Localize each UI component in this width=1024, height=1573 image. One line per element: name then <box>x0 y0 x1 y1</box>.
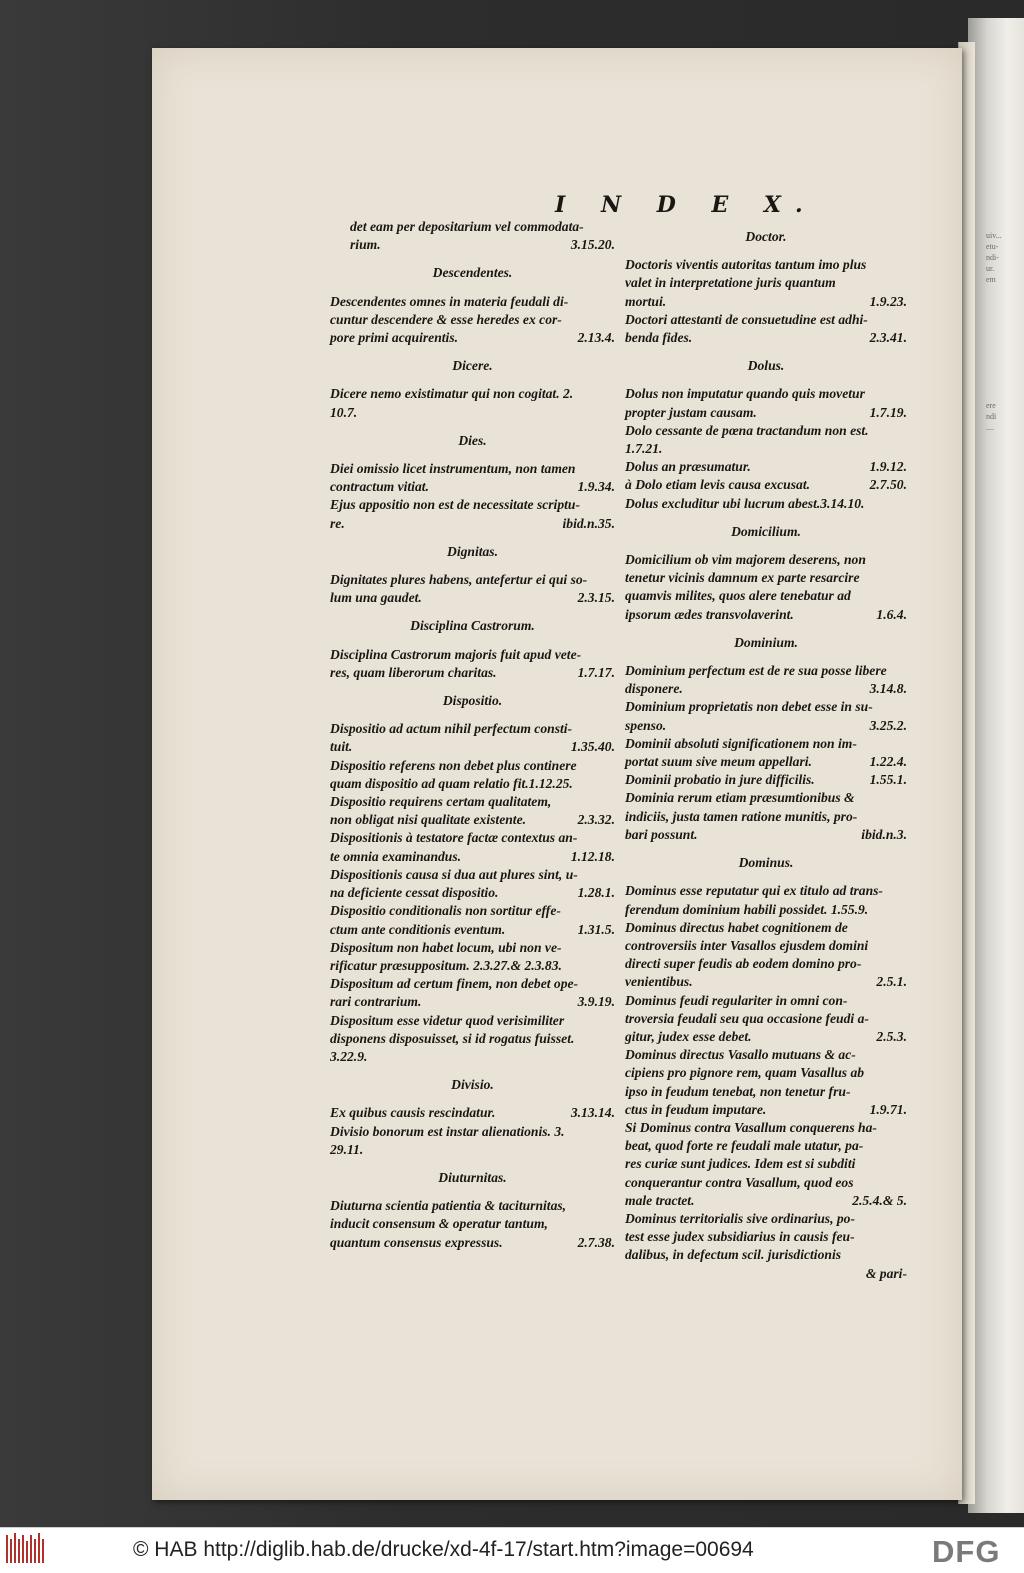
entry-line <box>625 606 907 624</box>
adjacent-page-text: ere ndi .... <box>986 401 997 432</box>
index-subentry <box>625 698 907 734</box>
entry-line-text: lum una gaudet. <box>330 590 422 606</box>
entry-line-text: à Dolo etiam levis causa excusat. <box>625 477 811 493</box>
index-entry <box>330 385 615 421</box>
entry-reference: 2.3.41. <box>869 330 907 346</box>
entry-line: Domicilium ob vim majorem deserens, non <box>625 552 866 568</box>
entry-line: valet in interpretatione juris quantum <box>625 275 836 291</box>
index-entry <box>330 460 615 496</box>
index-subentry <box>625 495 907 513</box>
entry-line-text: spenso. <box>625 717 667 733</box>
entry-line <box>625 771 907 789</box>
entry-line <box>330 921 615 939</box>
index-subentry <box>330 829 615 865</box>
left-column <box>330 218 615 1252</box>
index-entry <box>625 256 907 311</box>
entry-line: 29.11. <box>330 1141 364 1157</box>
entry-line-text: benda fides. <box>625 330 693 346</box>
entry-line <box>330 738 615 756</box>
entry-line: cipiens pro pignore rem, quam Vasallus ab <box>625 1065 865 1081</box>
entry-line-text: ctum ante conditionis eventum. <box>330 921 506 937</box>
entry-line-text: res, quam liberorum charitas. <box>330 664 497 680</box>
hab-logo-icon <box>5 1531 47 1567</box>
entry-line: cuntur descendere & esse heredes ex cor- <box>330 311 562 327</box>
index-subentry <box>330 793 615 829</box>
entry-reference: 2.3.32. <box>577 812 615 828</box>
index-heading: Domicilium. <box>731 523 801 539</box>
entry-reference: ibid.n.3. <box>861 826 907 842</box>
entry-line-text: na deficiente cessat dispositio. <box>330 885 499 901</box>
entry-line: troversia feudali seu qua occasione feudi a- <box>625 1010 869 1026</box>
index-heading: Dominus. <box>738 855 794 871</box>
entry-line: Dolo cessante de pœna tractandum non est. <box>625 422 869 438</box>
index-heading: Dispositio. <box>442 693 503 709</box>
entry-reference: 3.15.20. <box>570 237 615 253</box>
entry-reference: 1.9.12. <box>869 459 907 475</box>
index-subentry <box>625 1119 907 1210</box>
entry-line: Descendentes omnes in materia feudali di- <box>330 293 569 309</box>
entry-line-text: ipsorum ædes transvolaverint. <box>625 606 794 622</box>
entry-line: tenetur vicinis damnum ex parte resarcire <box>625 570 860 586</box>
entry-line <box>330 329 615 347</box>
entry-line: Dominium proprietatis non debet esse in su- <box>625 699 873 715</box>
entry-line: Dispositio conditionalis non sortitur effe- <box>330 903 561 919</box>
entry-line <box>625 680 907 698</box>
entry-line-text: contractum vitiat. <box>330 479 429 495</box>
index-entry <box>625 551 907 624</box>
catchword: & pari- <box>865 1265 907 1281</box>
entry-line: Dominii absoluti significationem non im- <box>625 735 857 751</box>
entry-reference: 2.5.3. <box>876 1028 907 1044</box>
entry-line: det eam per depositarium vel commodata- <box>350 219 584 234</box>
entry-line <box>625 404 907 422</box>
footer-url[interactable]: © HAB http://diglib.hab.de/drucke/xd-4f-17/start.htm?image=00694 <box>133 1538 754 1561</box>
index-subentry <box>625 458 907 476</box>
entry-line: Dominus directus Vasallo mutuans & ac- <box>625 1047 856 1063</box>
entry-line-text: venientibus. <box>625 974 693 990</box>
entry-line <box>625 753 907 771</box>
entry-reference: 3.9.19. <box>577 994 615 1010</box>
entry-reference: 3.13.14. <box>570 1105 615 1121</box>
entry-line: Doctoris viventis autoritas tantum imo plus <box>625 257 867 273</box>
entry-line: Dominus directus habet cognitionem de <box>625 919 848 935</box>
entry-line: ipso in feudum tenebat, non tenetur fru- <box>625 1083 851 1099</box>
entry-line-text: male tractet. <box>625 1192 695 1208</box>
index-entry <box>625 882 907 918</box>
entry-line <box>625 329 907 347</box>
index-heading: Dies. <box>458 432 487 448</box>
index-heading: Diuturnitas. <box>438 1169 507 1185</box>
entry-reference: 1.7.19. <box>869 404 907 420</box>
index-entry <box>330 571 615 607</box>
entry-line: Dispositio requirens certam qualitatem, <box>330 794 552 810</box>
index-subentry <box>330 975 615 1011</box>
entry-line <box>625 717 907 735</box>
entry-line <box>330 478 615 496</box>
entry-reference: 1.9.23. <box>869 293 907 309</box>
entry-reference: 1.7.17. <box>577 664 615 680</box>
entry-line: Dominus esse reputatur qui ex titulo ad trans- <box>625 883 883 899</box>
entry-line: 1.7.21. <box>625 441 663 457</box>
index-entry <box>625 662 907 698</box>
index-subentry <box>330 757 615 793</box>
entry-line: Si Dominus contra Vasallum conquerens ha- <box>625 1119 877 1135</box>
entry-reference: 1.12.18. <box>570 848 615 864</box>
entry-line-text: Dolus an præsumatur. <box>625 459 751 475</box>
entry-line: Disciplina Castrorum majoris fuit apud vete- <box>330 646 582 662</box>
entry-line <box>625 476 907 494</box>
index-heading: Dicere. <box>452 358 493 374</box>
entry-line: Divisio bonorum est instar alienationis. 3. <box>330 1123 565 1139</box>
entry-line: test esse judex subsidiarius in causis feu- <box>625 1229 855 1245</box>
entry-line: conquerantur contra Vasallum, quod eos <box>625 1174 854 1190</box>
entry-reference: 1.9.34. <box>577 479 615 495</box>
entry-reference: 1.22.4. <box>869 754 907 770</box>
entry-line-text: portat suum sive meum appellari. <box>625 754 812 770</box>
index-subentry <box>625 311 907 347</box>
entry-line: quamvis milites, quos alere tenebatur ad <box>625 588 851 604</box>
entry-line: Dispositionis à testatore factæ contextus an- <box>330 830 578 846</box>
entry-line <box>330 1234 615 1252</box>
entry-line: ferendum dominium habili possidet. 1.55.9. <box>625 901 869 917</box>
entry-reference: 2.7.38. <box>577 1234 615 1250</box>
entry-line-text: non obligat nisi qualitate existente. <box>330 812 527 828</box>
index-heading: Doctor. <box>745 229 787 244</box>
entry-line: Diuturna scientia patientia & taciturnitas, <box>330 1198 567 1214</box>
entry-reference: 1.55.1. <box>869 772 907 788</box>
index-subentry <box>625 919 907 992</box>
entry-line-text: disponere. <box>625 681 683 697</box>
entry-reference: 2.3.15. <box>577 590 615 606</box>
entry-line: Dominia rerum etiam præsumtionibus & <box>625 790 855 806</box>
index-entry <box>330 646 615 682</box>
entry-line <box>330 589 615 607</box>
index-header: I N D E X. <box>555 192 817 218</box>
entry-line: Dominus feudi regulariter in omni con- <box>625 992 848 1008</box>
index-subentry <box>625 992 907 1047</box>
entry-line: Dispositum non habet locum, ubi non ve- <box>330 939 562 955</box>
entry-reference: 2.5.1. <box>876 974 907 990</box>
entry-line: 3.22.9. <box>330 1048 368 1064</box>
entry-line: Ejus appositio non est de necessitate scriptu- <box>330 497 580 513</box>
entry-reference: 2.5.4.& 5. <box>852 1192 907 1208</box>
entry-line-text: pore primi acquirentis. <box>330 330 459 346</box>
index-heading: Dignitas. <box>447 543 498 559</box>
index-subentry <box>330 1012 615 1067</box>
entry-reference: 3.14.8. <box>869 681 907 697</box>
index-heading: Dominium. <box>734 634 798 650</box>
entry-reference: 1.28.1. <box>577 885 615 901</box>
entry-line-text: rium. <box>350 237 381 253</box>
entry-line: Dignitates plures habens, antefertur ei qui so- <box>330 572 588 588</box>
entry-line: rificatur præsuppositum. 2.3.27.& 2.3.83. <box>330 957 562 973</box>
index-heading: Disciplina Castrorum. <box>410 618 535 634</box>
entry-line: Dolus excluditur ubi lucrum abest.3.14.10. <box>625 495 865 511</box>
entry-line <box>625 973 907 991</box>
entry-line <box>330 848 615 866</box>
entry-line: disponens disposuisset, si id rogatus fuisset. <box>330 1030 575 1046</box>
index-entry <box>330 1197 615 1252</box>
index-heading: Divisio. <box>451 1077 494 1093</box>
index-subentry <box>625 771 907 789</box>
index-heading: Descendentes. <box>432 265 513 281</box>
entry-line-text: te omnia examinandus. <box>330 848 462 864</box>
entry-line-text: quantum consensus expressus. <box>330 1234 503 1250</box>
entry-line: Diei omissio licet instrumentum, non tamen <box>330 461 576 477</box>
entry-line: quam dispositio ad quam relatio fit.1.12.25. <box>330 775 573 791</box>
entry-line: indiciis, justa tamen ratione munitis, pro- <box>625 808 858 824</box>
entry-line: Dominium perfectum est de re sua posse libere <box>625 663 887 679</box>
entry-reference: 2.13.4. <box>577 330 615 346</box>
entry-line: controversiis inter Vasallos ejusdem domini <box>625 937 869 953</box>
index-heading: Dolus. <box>747 358 785 374</box>
entry-line <box>625 1192 907 1210</box>
entry-line <box>625 1028 907 1046</box>
index-subentry <box>330 496 615 532</box>
entry-line: res curiæ sunt judices. Idem est si subditi <box>625 1156 856 1172</box>
index-subentry <box>625 1210 907 1265</box>
index-subentry <box>625 735 907 771</box>
entry-reference: 1.35.40. <box>570 739 615 755</box>
entry-line <box>625 293 907 311</box>
entry-line <box>330 664 615 682</box>
entry-reference: 1.9.71. <box>869 1101 907 1117</box>
entry-line-text: mortui. <box>625 293 667 309</box>
index-subentry <box>330 866 615 902</box>
right-column <box>625 218 907 1283</box>
index-subentry <box>625 422 907 458</box>
entry-line <box>625 1101 907 1119</box>
index-entry <box>330 1104 615 1122</box>
entry-line: Dispositum esse videtur quod verisimiliter <box>330 1012 565 1028</box>
entry-line-text: Dominii probatio in jure difficilis. <box>625 772 815 788</box>
entry-line-text: rari contrarium. <box>330 994 422 1010</box>
entry-line <box>625 826 907 844</box>
adjacent-page-text: uiv... etu- ndi- ur. em <box>986 231 1002 284</box>
entry-line <box>330 993 615 1011</box>
entry-line <box>625 458 907 476</box>
entry-line <box>350 236 615 254</box>
entry-line: Dispositio ad actum nihil perfectum consti- <box>330 721 573 737</box>
entry-reference: 1.6.4. <box>876 606 907 622</box>
entry-line: Dispositio referens non debet plus continere <box>330 757 577 773</box>
entry-reference: 2.7.50. <box>869 477 907 493</box>
entry-line <box>330 884 615 902</box>
index-subentry <box>330 902 615 938</box>
entry-reference: 3.25.2. <box>869 717 907 733</box>
entry-line-text: gitur, judex esse debet. <box>625 1028 752 1044</box>
entry-line-text: ctus in feudum imputare. <box>625 1101 767 1117</box>
index-subentry <box>330 939 615 975</box>
entry-reference: ibid.n.35. <box>562 515 615 531</box>
entry-line: dalibus, in defectum scil. jurisdictionis <box>625 1247 842 1263</box>
entry-line: directi super feudis ab eodem domino pro- <box>625 956 862 972</box>
entry-line-text: propter justam causam. <box>625 404 757 420</box>
index-entry <box>330 218 615 254</box>
entry-line: re. ibid.n.35. <box>346 515 615 533</box>
entry-line-text: Ex quibus causis rescindatur. <box>330 1105 496 1121</box>
entry-line: 10.7. <box>330 404 358 420</box>
index-entry <box>330 720 615 756</box>
index-entry <box>625 385 907 421</box>
entry-line: Dicere nemo existimatur qui non cogitat. 2. <box>330 386 574 402</box>
entry-reference: 1.31.5. <box>577 921 615 937</box>
entry-line: Dispositionis causa si dua aut plures sint, u- <box>330 866 578 882</box>
dfg-logo: DFG <box>932 1534 1001 1569</box>
entry-line: Dolus non imputatur quando quis movetur <box>625 386 865 402</box>
entry-line: beat, quod forte re feudali male utatur, pa- <box>625 1138 864 1154</box>
index-subentry <box>625 789 907 844</box>
entry-line-text: tuit. <box>330 739 353 755</box>
index-subentry <box>625 476 907 494</box>
entry-line: Doctori attestanti de consuetudine est adhi- <box>625 311 868 327</box>
entry-line: Dominus territorialis sive ordinarius, po- <box>625 1210 856 1226</box>
entry-line <box>330 811 615 829</box>
index-subentry <box>625 1046 907 1119</box>
entry-line <box>330 1104 615 1122</box>
entry-line-text: bari possunt. <box>625 826 698 842</box>
entry-line: inducit consensum & operatur tantum, <box>330 1216 548 1232</box>
index-entry <box>330 293 615 348</box>
entry-line: Dispositum ad certum finem, non debet ope- <box>330 976 579 992</box>
index-subentry <box>330 1123 615 1159</box>
